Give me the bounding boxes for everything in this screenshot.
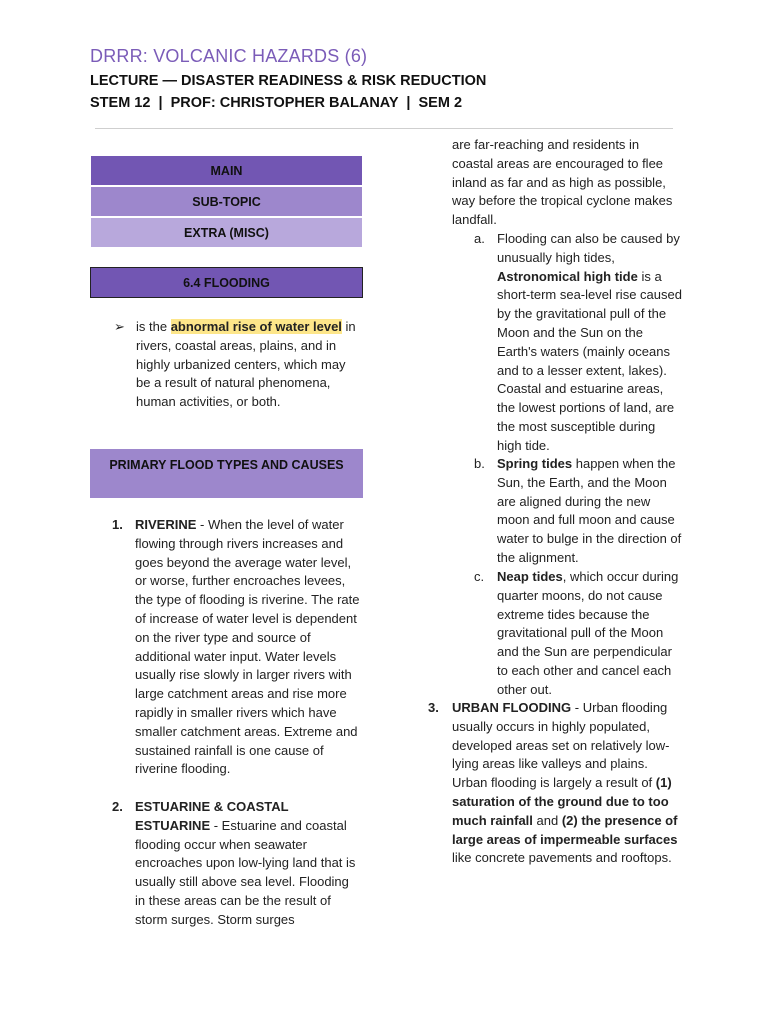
- riverine-text: - When the level of water flowing through rivers increases and goes beyond the average water level, or worse, further encroaches levees, the type of flooding is riverine. The rate of increase of water level is dependent on the river type and source of additional water input. Water levels usually rise slowly in larger rivers with large catchment areas and rise more rapidly in smaller rivers which have smaller catchment areas. Extreme and sustained rainfall is one cause of riverine flooding.: [135, 517, 360, 777]
- urban-cause-2: (2) the presence of large areas of impermeable surfaces: [452, 812, 678, 847]
- sub-b-text: happen when the Sun, the Earth, and the Moon are aligned during the new moon and full moon and cause water to bulge in the direction of the alignment.: [497, 456, 682, 565]
- urban-cause-1: (1) saturation of the ground due to too much rainfall: [452, 775, 672, 828]
- sub-letter: b.: [474, 456, 485, 471]
- header-divider: [95, 128, 673, 129]
- sub-c-text: , which occur during quarter moons, do not cause extreme tides because the gravitational pull of the Moon and the Sun are perpendicular to each other and cancel each other out.: [497, 569, 679, 697]
- definition-post: in rivers, coastal areas, plains, and in highly urbanized centers, which may be a result of natural phenomena, human activities, or both.: [136, 319, 356, 410]
- sub-a-text: is a short-term sea-level rise caused by the gravitational pull of the Moon and the Sun on the Earth's waters (mainly oceans and to a lesser extent, lakes). Coastal and estuarine areas, the lowest portions of land, are the most susceptible during high tide.: [497, 268, 682, 453]
- definition-pre: is the: [136, 319, 171, 334]
- urban-text-3: like concrete pavements and rooftops.: [452, 850, 672, 866]
- sub-a-pre: Flooding can also be caused by unusually high tides,: [497, 231, 680, 265]
- term-urban-flooding: URBAN FLOODING: [452, 700, 572, 715]
- legend-table: [90, 155, 363, 248]
- legend-subtopic: SUB-TOPIC: [90, 186, 363, 217]
- subtopic-heading: PRIMARY FLOOD TYPES AND CAUSES: [90, 449, 363, 498]
- arrow-bullet-icon: ➢: [114, 319, 125, 334]
- list-number: 3.: [428, 700, 439, 715]
- urban-text-1: - Urban flooding usually occurs in highly populated, developed areas set on relatively low-lying areas like valleys and plains. Urban flooding is largely a result of: [452, 700, 670, 791]
- term-riverine: RIVERINE: [135, 517, 197, 532]
- sub-letter: c.: [474, 569, 485, 584]
- estuarine-text: - Estuarine and coastal flooding occur when seawater encroaches upon low-lying land that is usually still above sea level. Flooding in these areas can be the result of storm surges. Storm surges: [135, 817, 356, 927]
- term-astronomical-high-tide: Astronomical high tide: [497, 268, 638, 284]
- definition-bullet: [114, 318, 359, 412]
- term-estuarine: ESTUARINE & COASTAL ESTUARINE: [135, 799, 289, 833]
- list-number: 1.: [112, 517, 123, 532]
- definition-highlight: abnormal rise of water level: [170, 319, 342, 334]
- legend-extra: EXTRA (MISC): [90, 217, 363, 248]
- section-heading: 6.4 FLOODING: [90, 267, 363, 298]
- legend-main: MAIN: [90, 155, 363, 186]
- sub-letter: a.: [474, 231, 485, 246]
- course-line: STEM 12 | PROF: CHRISTOPHER BALANAY | SEM 2: [90, 95, 463, 111]
- term-spring-tides: Spring tides: [497, 456, 573, 471]
- term-neap-tides: Neap tides: [497, 569, 563, 584]
- urban-text-2: and: [532, 812, 562, 828]
- estuarine-continued: are far-reaching and residents in coastal areas are encouraged to flee inland as far and as high as possible, way before the tropical cyclone makes landfall.: [452, 137, 673, 228]
- lecture-line: LECTURE — DISASTER READINESS & RISK REDUCTION: [90, 73, 487, 89]
- list-number: 2.: [112, 799, 123, 814]
- document-title: DRRR: VOLCANIC HAZARDS (6): [90, 46, 368, 66]
